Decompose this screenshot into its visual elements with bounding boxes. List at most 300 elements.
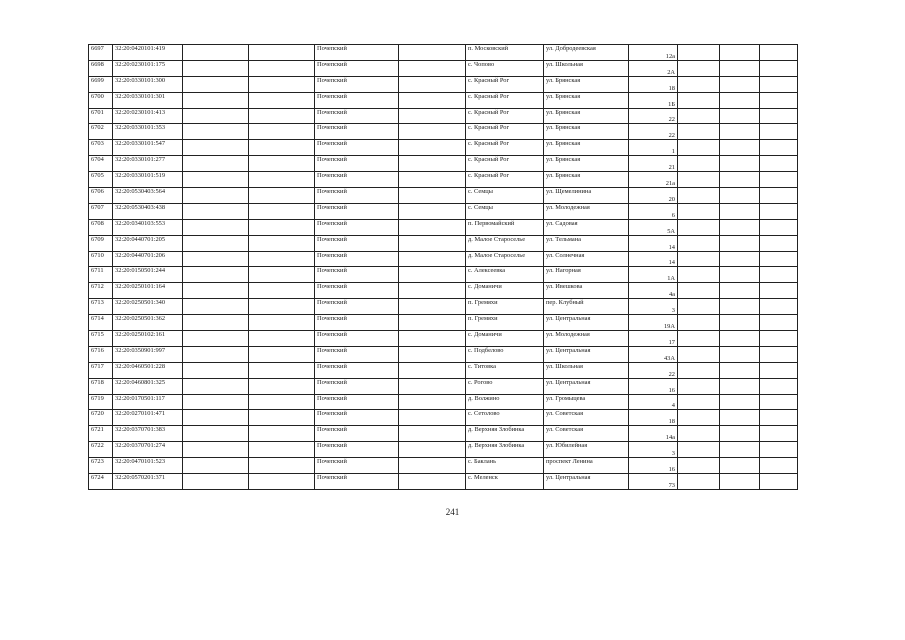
row-number-cell: 6702 <box>89 124 113 140</box>
table-row <box>89 140 798 156</box>
street-cell: ул. Брянская <box>544 172 629 188</box>
cadastral-number-cell: 32:20:0470101:523 <box>113 458 183 474</box>
row-number-cell: 6719 <box>89 394 113 410</box>
empty-cell-12 <box>760 394 798 410</box>
empty-cell-12 <box>760 458 798 474</box>
empty-cell-3 <box>183 124 249 140</box>
house-number-cell: 2А <box>629 60 678 76</box>
cadastral-number-cell: 32:20:0570201:371 <box>113 474 183 490</box>
row-number-cell: 6705 <box>89 172 113 188</box>
empty-cell-6 <box>399 442 466 458</box>
empty-cell-12 <box>760 203 798 219</box>
empty-cell-6 <box>399 76 466 92</box>
street-cell: ул. Центральная <box>544 315 629 331</box>
street-cell: ул. Брянская <box>544 76 629 92</box>
empty-cell-12 <box>760 92 798 108</box>
empty-cell-12 <box>760 346 798 362</box>
table-row <box>89 331 798 347</box>
empty-cell-4 <box>249 219 315 235</box>
empty-cell-3 <box>183 267 249 283</box>
empty-cell-6 <box>399 188 466 204</box>
empty-cell-12 <box>760 315 798 331</box>
house-number-cell: 3 <box>629 442 678 458</box>
empty-cell-3 <box>183 203 249 219</box>
district-cell: Почепский <box>315 474 399 490</box>
district-cell: Почепский <box>315 60 399 76</box>
table-row <box>89 442 798 458</box>
empty-cell-6 <box>399 283 466 299</box>
locality-cell: с. Семцы <box>466 188 544 204</box>
row-number-cell: 6720 <box>89 410 113 426</box>
empty-cell-6 <box>399 172 466 188</box>
empty-cell-6 <box>399 251 466 267</box>
row-number-cell: 6699 <box>89 76 113 92</box>
empty-cell-4 <box>249 378 315 394</box>
locality-cell: с. Красный Рог <box>466 76 544 92</box>
empty-cell-4 <box>249 235 315 251</box>
empty-cell-4 <box>249 108 315 124</box>
empty-cell-6 <box>399 219 466 235</box>
locality-cell: д. Волжино <box>466 394 544 410</box>
row-number-cell: 6700 <box>89 92 113 108</box>
cadastral-number-cell: 32:20:0340103:553 <box>113 219 183 235</box>
empty-cell-3 <box>183 188 249 204</box>
cadastral-number-cell: 32:20:0440701:205 <box>113 235 183 251</box>
street-cell: ул. Щемелинина <box>544 188 629 204</box>
empty-cell-11 <box>720 203 760 219</box>
empty-cell-12 <box>760 331 798 347</box>
house-number-cell: 14а <box>629 426 678 442</box>
empty-cell-4 <box>249 474 315 490</box>
street-cell: ул. Солнечная <box>544 251 629 267</box>
table-row <box>89 92 798 108</box>
row-number-cell: 6710 <box>89 251 113 267</box>
table-row <box>89 474 798 490</box>
cadastral-number-cell: 32:20:0530403:564 <box>113 188 183 204</box>
row-number-cell: 6724 <box>89 474 113 490</box>
house-number-cell: 4 <box>629 394 678 410</box>
empty-cell-10 <box>678 474 720 490</box>
cadastral-number-cell: 32:20:0440701:206 <box>113 251 183 267</box>
row-number-cell: 6708 <box>89 219 113 235</box>
house-number-cell: 73 <box>629 474 678 490</box>
empty-cell-4 <box>249 458 315 474</box>
street-cell: проспект Ленина <box>544 458 629 474</box>
street-cell: ул. Нагорная <box>544 267 629 283</box>
district-cell: Почепский <box>315 331 399 347</box>
empty-cell-10 <box>678 346 720 362</box>
table-row <box>89 346 798 362</box>
street-cell: ул. Советская <box>544 410 629 426</box>
empty-cell-6 <box>399 474 466 490</box>
row-number-cell: 6706 <box>89 188 113 204</box>
empty-cell-12 <box>760 362 798 378</box>
empty-cell-11 <box>720 442 760 458</box>
empty-cell-12 <box>760 172 798 188</box>
empty-cell-4 <box>249 346 315 362</box>
cadastral-number-cell: 32:20:0330101:300 <box>113 76 183 92</box>
empty-cell-12 <box>760 283 798 299</box>
empty-cell-11 <box>720 299 760 315</box>
empty-cell-3 <box>183 315 249 331</box>
empty-cell-12 <box>760 251 798 267</box>
street-cell: ул. Брянская <box>544 156 629 172</box>
cadastral-number-cell: 32:20:0330101:353 <box>113 124 183 140</box>
street-cell: ул. Ивешкова <box>544 283 629 299</box>
empty-cell-12 <box>760 156 798 172</box>
empty-cell-3 <box>183 331 249 347</box>
row-number-cell: 6709 <box>89 235 113 251</box>
district-cell: Почепский <box>315 188 399 204</box>
table-row <box>89 251 798 267</box>
cadastral-number-cell: 32:20:0250102:161 <box>113 331 183 347</box>
locality-cell: с. Красный Рог <box>466 108 544 124</box>
empty-cell-4 <box>249 426 315 442</box>
empty-cell-12 <box>760 124 798 140</box>
house-number-cell: 1 <box>629 140 678 156</box>
empty-cell-3 <box>183 378 249 394</box>
locality-cell: с. Подбелово <box>466 346 544 362</box>
street-cell: ул. Центральная <box>544 378 629 394</box>
house-number-cell: 18 <box>629 410 678 426</box>
empty-cell-6 <box>399 108 466 124</box>
table-row <box>89 156 798 172</box>
empty-cell-3 <box>183 394 249 410</box>
street-cell: ул. Брянская <box>544 124 629 140</box>
row-number-cell: 6717 <box>89 362 113 378</box>
empty-cell-10 <box>678 219 720 235</box>
locality-cell: с. Рогово <box>466 378 544 394</box>
empty-cell-4 <box>249 410 315 426</box>
empty-cell-10 <box>678 45 720 61</box>
street-cell: ул. Юбилейная <box>544 442 629 458</box>
empty-cell-4 <box>249 156 315 172</box>
empty-cell-11 <box>720 92 760 108</box>
table-row <box>89 315 798 331</box>
empty-cell-11 <box>720 60 760 76</box>
cadastral-number-cell: 32:20:0460501:228 <box>113 362 183 378</box>
empty-cell-12 <box>760 188 798 204</box>
house-number-cell: 6 <box>629 203 678 219</box>
district-cell: Почепский <box>315 283 399 299</box>
empty-cell-6 <box>399 378 466 394</box>
empty-cell-10 <box>678 172 720 188</box>
empty-cell-11 <box>720 188 760 204</box>
district-cell: Почепский <box>315 45 399 61</box>
empty-cell-10 <box>678 426 720 442</box>
street-cell: ул. Молодежная <box>544 203 629 219</box>
locality-cell: д. Малое Староселье <box>466 235 544 251</box>
empty-cell-4 <box>249 188 315 204</box>
empty-cell-3 <box>183 299 249 315</box>
district-cell: Почепский <box>315 92 399 108</box>
district-cell: Почепский <box>315 219 399 235</box>
empty-cell-11 <box>720 124 760 140</box>
row-number-cell: 6712 <box>89 283 113 299</box>
district-cell: Почепский <box>315 362 399 378</box>
street-cell: ул. Садовая <box>544 219 629 235</box>
locality-cell: п. Московский <box>466 45 544 61</box>
table-row <box>89 76 798 92</box>
cadastral-number-cell: 32:20:0370701:383 <box>113 426 183 442</box>
empty-cell-11 <box>720 45 760 61</box>
empty-cell-3 <box>183 410 249 426</box>
district-cell: Почепский <box>315 108 399 124</box>
empty-cell-12 <box>760 45 798 61</box>
empty-cell-6 <box>399 45 466 61</box>
empty-cell-11 <box>720 331 760 347</box>
empty-cell-3 <box>183 92 249 108</box>
table-row <box>89 378 798 394</box>
cadastral-number-cell: 32:20:0250101:164 <box>113 283 183 299</box>
district-cell: Почепский <box>315 124 399 140</box>
street-cell: ул. Школьная <box>544 362 629 378</box>
empty-cell-10 <box>678 108 720 124</box>
house-number-cell: 19А <box>629 315 678 331</box>
empty-cell-10 <box>678 283 720 299</box>
empty-cell-3 <box>183 251 249 267</box>
locality-cell: с. Сетолово <box>466 410 544 426</box>
empty-cell-6 <box>399 267 466 283</box>
house-number-cell: 21а <box>629 172 678 188</box>
empty-cell-3 <box>183 426 249 442</box>
street-cell: ул. Тельмана <box>544 235 629 251</box>
empty-cell-12 <box>760 235 798 251</box>
empty-cell-3 <box>183 156 249 172</box>
empty-cell-11 <box>720 108 760 124</box>
table-body <box>89 45 798 490</box>
locality-cell: с. Чопово <box>466 60 544 76</box>
empty-cell-4 <box>249 362 315 378</box>
register-table <box>88 44 798 490</box>
empty-cell-3 <box>183 346 249 362</box>
locality-cell: с. Красный Рог <box>466 172 544 188</box>
row-number-cell: 6714 <box>89 315 113 331</box>
table-row <box>89 426 798 442</box>
row-number-cell: 6723 <box>89 458 113 474</box>
table-row <box>89 219 798 235</box>
empty-cell-10 <box>678 362 720 378</box>
cadastral-number-cell: 32:20:0370701:274 <box>113 442 183 458</box>
empty-cell-3 <box>183 60 249 76</box>
empty-cell-4 <box>249 92 315 108</box>
district-cell: Почепский <box>315 235 399 251</box>
house-number-cell: 20 <box>629 188 678 204</box>
empty-cell-3 <box>183 219 249 235</box>
house-number-cell: 22 <box>629 124 678 140</box>
empty-cell-11 <box>720 346 760 362</box>
street-cell: ул. Добродеевская <box>544 45 629 61</box>
empty-cell-10 <box>678 267 720 283</box>
cadastral-number-cell: 32:20:0230101:175 <box>113 60 183 76</box>
empty-cell-3 <box>183 140 249 156</box>
empty-cell-4 <box>249 124 315 140</box>
empty-cell-3 <box>183 458 249 474</box>
house-number-cell: 12а <box>629 45 678 61</box>
page-number: 241 <box>445 507 460 517</box>
table-row <box>89 267 798 283</box>
district-cell: Почепский <box>315 267 399 283</box>
district-cell: Почепский <box>315 378 399 394</box>
house-number-cell: 22 <box>629 108 678 124</box>
empty-cell-3 <box>183 474 249 490</box>
empty-cell-6 <box>399 60 466 76</box>
house-number-cell: 14 <box>629 235 678 251</box>
empty-cell-12 <box>760 442 798 458</box>
empty-cell-3 <box>183 362 249 378</box>
house-number-cell: 14 <box>629 251 678 267</box>
street-cell: ул. Центральная <box>544 474 629 490</box>
empty-cell-3 <box>183 45 249 61</box>
empty-cell-4 <box>249 251 315 267</box>
empty-cell-6 <box>399 362 466 378</box>
district-cell: Почепский <box>315 346 399 362</box>
street-cell: ул. Брянская <box>544 140 629 156</box>
district-cell: Почепский <box>315 315 399 331</box>
empty-cell-11 <box>720 362 760 378</box>
empty-cell-4 <box>249 76 315 92</box>
empty-cell-10 <box>678 92 720 108</box>
cadastral-number-cell: 32:20:0420101:419 <box>113 45 183 61</box>
empty-cell-12 <box>760 299 798 315</box>
empty-cell-10 <box>678 203 720 219</box>
empty-cell-4 <box>249 172 315 188</box>
district-cell: Почепский <box>315 442 399 458</box>
row-number-cell: 6704 <box>89 156 113 172</box>
empty-cell-6 <box>399 92 466 108</box>
locality-cell: с. Красный Рог <box>466 156 544 172</box>
table-row <box>89 203 798 219</box>
row-number-cell: 6698 <box>89 60 113 76</box>
empty-cell-4 <box>249 203 315 219</box>
locality-cell: с. Баклань <box>466 458 544 474</box>
row-number-cell: 6711 <box>89 267 113 283</box>
street-cell: ул. Молодежная <box>544 331 629 347</box>
cadastral-number-cell: 32:20:0250501:362 <box>113 315 183 331</box>
empty-cell-10 <box>678 124 720 140</box>
empty-cell-6 <box>399 346 466 362</box>
row-number-cell: 6697 <box>89 45 113 61</box>
empty-cell-6 <box>399 235 466 251</box>
row-number-cell: 6718 <box>89 378 113 394</box>
empty-cell-10 <box>678 235 720 251</box>
district-cell: Почепский <box>315 410 399 426</box>
house-number-cell: 16 <box>629 378 678 394</box>
empty-cell-4 <box>249 299 315 315</box>
empty-cell-4 <box>249 331 315 347</box>
empty-cell-11 <box>720 458 760 474</box>
district-cell: Почепский <box>315 426 399 442</box>
empty-cell-3 <box>183 108 249 124</box>
empty-cell-12 <box>760 60 798 76</box>
empty-cell-11 <box>720 426 760 442</box>
cadastral-number-cell: 32:20:0250501:340 <box>113 299 183 315</box>
table-row <box>89 45 798 61</box>
locality-cell: д. Малое Староселье <box>466 251 544 267</box>
house-number-cell: 1Б <box>629 92 678 108</box>
empty-cell-10 <box>678 299 720 315</box>
row-number-cell: 6722 <box>89 442 113 458</box>
cadastral-number-cell: 32:20:0270101:471 <box>113 410 183 426</box>
empty-cell-11 <box>720 410 760 426</box>
street-cell: ул. Школьная <box>544 60 629 76</box>
cadastral-number-cell: 32:20:0350901:997 <box>113 346 183 362</box>
street-cell: ул. Брянская <box>544 92 629 108</box>
house-number-cell: 21 <box>629 156 678 172</box>
house-number-cell: 43А <box>629 346 678 362</box>
empty-cell-6 <box>399 426 466 442</box>
street-cell: ул. Громыцева <box>544 394 629 410</box>
empty-cell-6 <box>399 410 466 426</box>
empty-cell-12 <box>760 219 798 235</box>
row-number-cell: 6715 <box>89 331 113 347</box>
locality-cell: с. Меленск <box>466 474 544 490</box>
empty-cell-10 <box>678 331 720 347</box>
locality-cell: с. Красный Рог <box>466 92 544 108</box>
empty-cell-10 <box>678 140 720 156</box>
empty-cell-11 <box>720 140 760 156</box>
empty-cell-10 <box>678 156 720 172</box>
district-cell: Почепский <box>315 156 399 172</box>
empty-cell-11 <box>720 474 760 490</box>
empty-cell-10 <box>678 188 720 204</box>
empty-cell-3 <box>183 172 249 188</box>
empty-cell-3 <box>183 442 249 458</box>
house-number-cell: 17 <box>629 331 678 347</box>
empty-cell-4 <box>249 442 315 458</box>
locality-cell: с. Красный Рог <box>466 124 544 140</box>
empty-cell-3 <box>183 76 249 92</box>
locality-cell: п. Первомайский <box>466 219 544 235</box>
cadastral-number-cell: 32:20:0330101:547 <box>113 140 183 156</box>
empty-cell-6 <box>399 331 466 347</box>
table-row <box>89 362 798 378</box>
empty-cell-3 <box>183 235 249 251</box>
row-number-cell: 6703 <box>89 140 113 156</box>
empty-cell-11 <box>720 267 760 283</box>
empty-cell-4 <box>249 267 315 283</box>
empty-cell-4 <box>249 45 315 61</box>
house-number-cell: 1А <box>629 267 678 283</box>
empty-cell-10 <box>678 76 720 92</box>
house-number-cell: 3 <box>629 299 678 315</box>
empty-cell-12 <box>760 108 798 124</box>
house-number-cell: 16 <box>629 458 678 474</box>
table-row <box>89 172 798 188</box>
locality-cell: с. Красный Рог <box>466 140 544 156</box>
empty-cell-10 <box>678 60 720 76</box>
district-cell: Почепский <box>315 203 399 219</box>
empty-cell-4 <box>249 60 315 76</box>
district-cell: Почепский <box>315 76 399 92</box>
street-cell: пер. Клубный <box>544 299 629 315</box>
empty-cell-4 <box>249 283 315 299</box>
empty-cell-11 <box>720 251 760 267</box>
locality-cell: п. Гремяхи <box>466 299 544 315</box>
row-number-cell: 6716 <box>89 346 113 362</box>
locality-cell: д. Верхняя Злобинка <box>466 442 544 458</box>
empty-cell-12 <box>760 76 798 92</box>
locality-cell: п. Гремяхи <box>466 315 544 331</box>
empty-cell-6 <box>399 203 466 219</box>
empty-cell-4 <box>249 140 315 156</box>
empty-cell-6 <box>399 140 466 156</box>
empty-cell-11 <box>720 315 760 331</box>
street-cell: ул. Центральная <box>544 346 629 362</box>
table-row <box>89 188 798 204</box>
empty-cell-6 <box>399 124 466 140</box>
house-number-cell: 18 <box>629 76 678 92</box>
